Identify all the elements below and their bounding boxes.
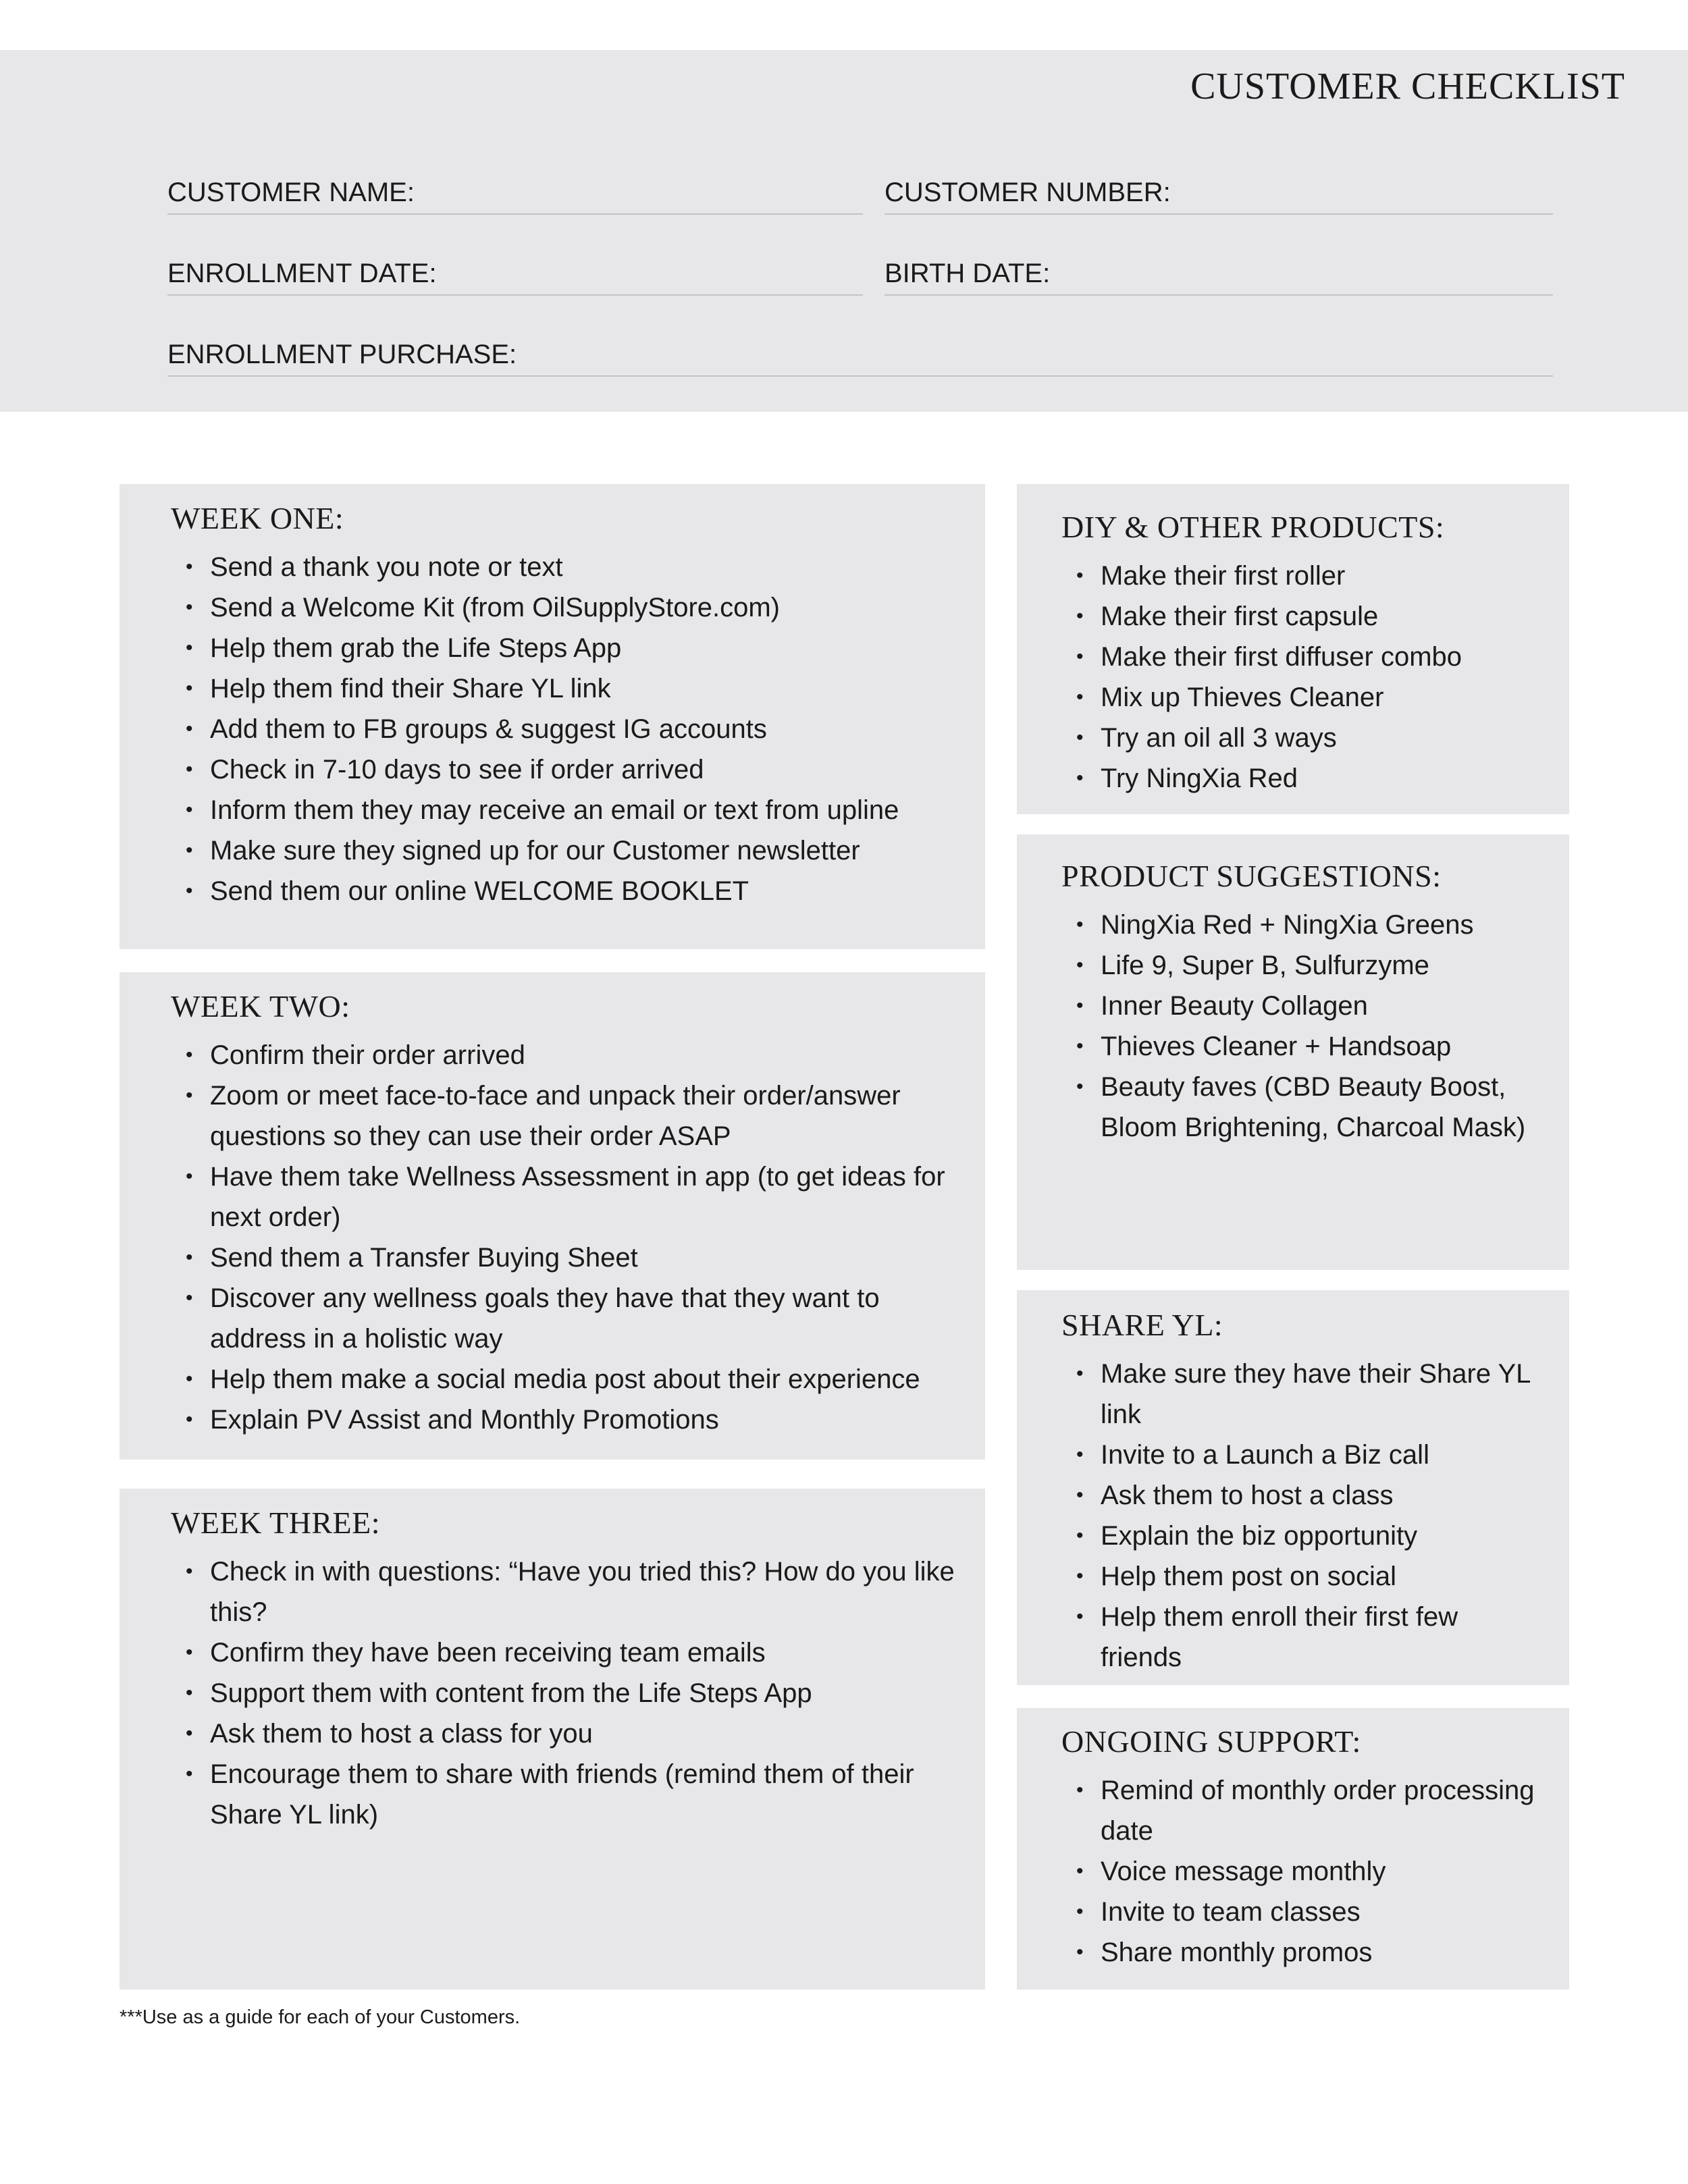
list-item: • Have them take Wellness Assessment in app (to get ideas for next order) xyxy=(171,1156,958,1237)
birth-date-label: BIRTH DATE: xyxy=(885,259,1051,288)
customer-number-field[interactable] xyxy=(885,170,1553,215)
list-item: • Ask them to host a class xyxy=(1061,1475,1542,1516)
list-item: • Inform them they may receive an email or text from upline xyxy=(171,790,958,830)
list-item: • Confirm they have been receiving team emails xyxy=(171,1632,958,1673)
list-item: • Discover any wellness goals they have that they want to address in a holistic way xyxy=(171,1278,958,1359)
list-item: • NingXia Red + NingXia Greens xyxy=(1061,905,1542,945)
list-item: • Beauty faves (CBD Beauty Boost, Bloom Brightening, Charcoal Mask) xyxy=(1061,1067,1542,1148)
enrollment-date-field[interactable] xyxy=(167,251,863,296)
list-item: • Confirm their order arrived xyxy=(171,1035,958,1075)
ongoing-support-title: ONGOING SUPPORT: xyxy=(1061,1724,1361,1759)
share-yl-panel xyxy=(1017,1290,1569,1685)
week-three-panel xyxy=(120,1489,985,1990)
customer-number-label: CUSTOMER NUMBER: xyxy=(885,178,1171,207)
share-yl-list xyxy=(1061,1354,1542,1678)
product-suggestions-list xyxy=(1061,905,1542,1148)
customer-name-label: CUSTOMER NAME: xyxy=(167,178,415,207)
list-item: • Explain PV Assist and Monthly Promotions xyxy=(171,1400,958,1440)
list-item: • Explain the biz opportunity xyxy=(1061,1516,1542,1556)
list-item: • Remind of monthly order processing date xyxy=(1061,1770,1542,1851)
list-item: • Thieves Cleaner + Handsoap xyxy=(1061,1026,1542,1067)
list-item: • Ask them to host a class for you xyxy=(171,1713,958,1754)
list-item: • Send them a Transfer Buying Sheet xyxy=(171,1237,958,1278)
list-item: • Send them our online WELCOME BOOKLET xyxy=(171,871,958,911)
list-item: • Add them to FB groups & suggest IG accounts xyxy=(171,709,958,749)
list-item: • Send a Welcome Kit (from OilSupplyStore.com) xyxy=(171,587,958,628)
list-item: • Help them make a social media post about their experience xyxy=(171,1359,958,1400)
diy-products-panel xyxy=(1017,484,1569,814)
list-item: • Check in with questions: “Have you tried this? How do you like this? xyxy=(171,1551,958,1632)
week-two-list xyxy=(171,1035,958,1440)
list-item: • Make sure they have their Share YL link xyxy=(1061,1354,1542,1435)
ongoing-support-panel xyxy=(1017,1708,1569,1990)
customer-name-field[interactable] xyxy=(167,170,863,215)
list-item: • Inner Beauty Collagen xyxy=(1061,986,1542,1026)
list-item: • Help them find their Share YL link xyxy=(171,668,958,709)
enrollment-purchase-field[interactable] xyxy=(167,332,1553,377)
list-item: • Make their first roller xyxy=(1061,556,1542,596)
share-yl-title: SHARE YL: xyxy=(1061,1308,1223,1342)
list-item: • Make their first capsule xyxy=(1061,596,1542,637)
list-item: • Make sure they signed up for our Customer newsletter xyxy=(171,830,958,871)
list-item: • Make their first diffuser combo xyxy=(1061,637,1542,677)
list-item: • Invite to a Launch a Biz call xyxy=(1061,1435,1542,1475)
list-item: • Send a thank you note or text xyxy=(171,547,958,587)
list-item: • Help them enroll their first few friends xyxy=(1061,1597,1542,1678)
list-item: • Life 9, Super B, Sulfurzyme xyxy=(1061,945,1542,986)
week-one-panel xyxy=(120,484,985,949)
product-suggestions-panel xyxy=(1017,834,1569,1270)
diy-products-list xyxy=(1061,556,1542,799)
week-one-title: WEEK ONE: xyxy=(171,501,344,535)
list-item: • Check in 7-10 days to see if order arrived xyxy=(171,749,958,790)
list-item: • Share monthly promos xyxy=(1061,1932,1542,1973)
birth-date-field[interactable] xyxy=(885,251,1553,296)
enrollment-purchase-label: ENROLLMENT PURCHASE: xyxy=(167,340,517,369)
list-item: • Help them grab the Life Steps App xyxy=(171,628,958,668)
list-item: • Mix up Thieves Cleaner xyxy=(1061,677,1542,718)
list-item: • Support them with content from the Life Steps App xyxy=(171,1673,958,1713)
list-item: • Invite to team classes xyxy=(1061,1892,1542,1932)
week-three-title: WEEK THREE: xyxy=(171,1506,380,1540)
list-item: • Encourage them to share with friends (remind them of their Share YL link) xyxy=(171,1754,958,1835)
week-three-list xyxy=(171,1551,958,1835)
footnote: ***Use as a guide for each of your Customers. xyxy=(120,2006,521,2028)
list-item: • Voice message monthly xyxy=(1061,1851,1542,1892)
week-one-list xyxy=(171,547,958,911)
list-item: • Help them post on social xyxy=(1061,1556,1542,1597)
ongoing-support-list xyxy=(1061,1770,1542,1973)
list-item: • Try an oil all 3 ways xyxy=(1061,718,1542,758)
week-two-panel xyxy=(120,972,985,1460)
list-item: • Zoom or meet face-to-face and unpack their order/answer questions so they can use their order ASAP xyxy=(171,1075,958,1156)
diy-products-title: DIY & OTHER PRODUCTS: xyxy=(1061,510,1445,544)
enrollment-date-label: ENROLLMENT DATE: xyxy=(167,259,437,288)
week-two-title: WEEK TWO: xyxy=(171,989,350,1023)
list-item: • Try NingXia Red xyxy=(1061,758,1542,799)
page-title: CUSTOMER CHECKLIST xyxy=(1190,65,1625,107)
product-suggestions-title: PRODUCT SUGGESTIONS: xyxy=(1061,859,1442,893)
